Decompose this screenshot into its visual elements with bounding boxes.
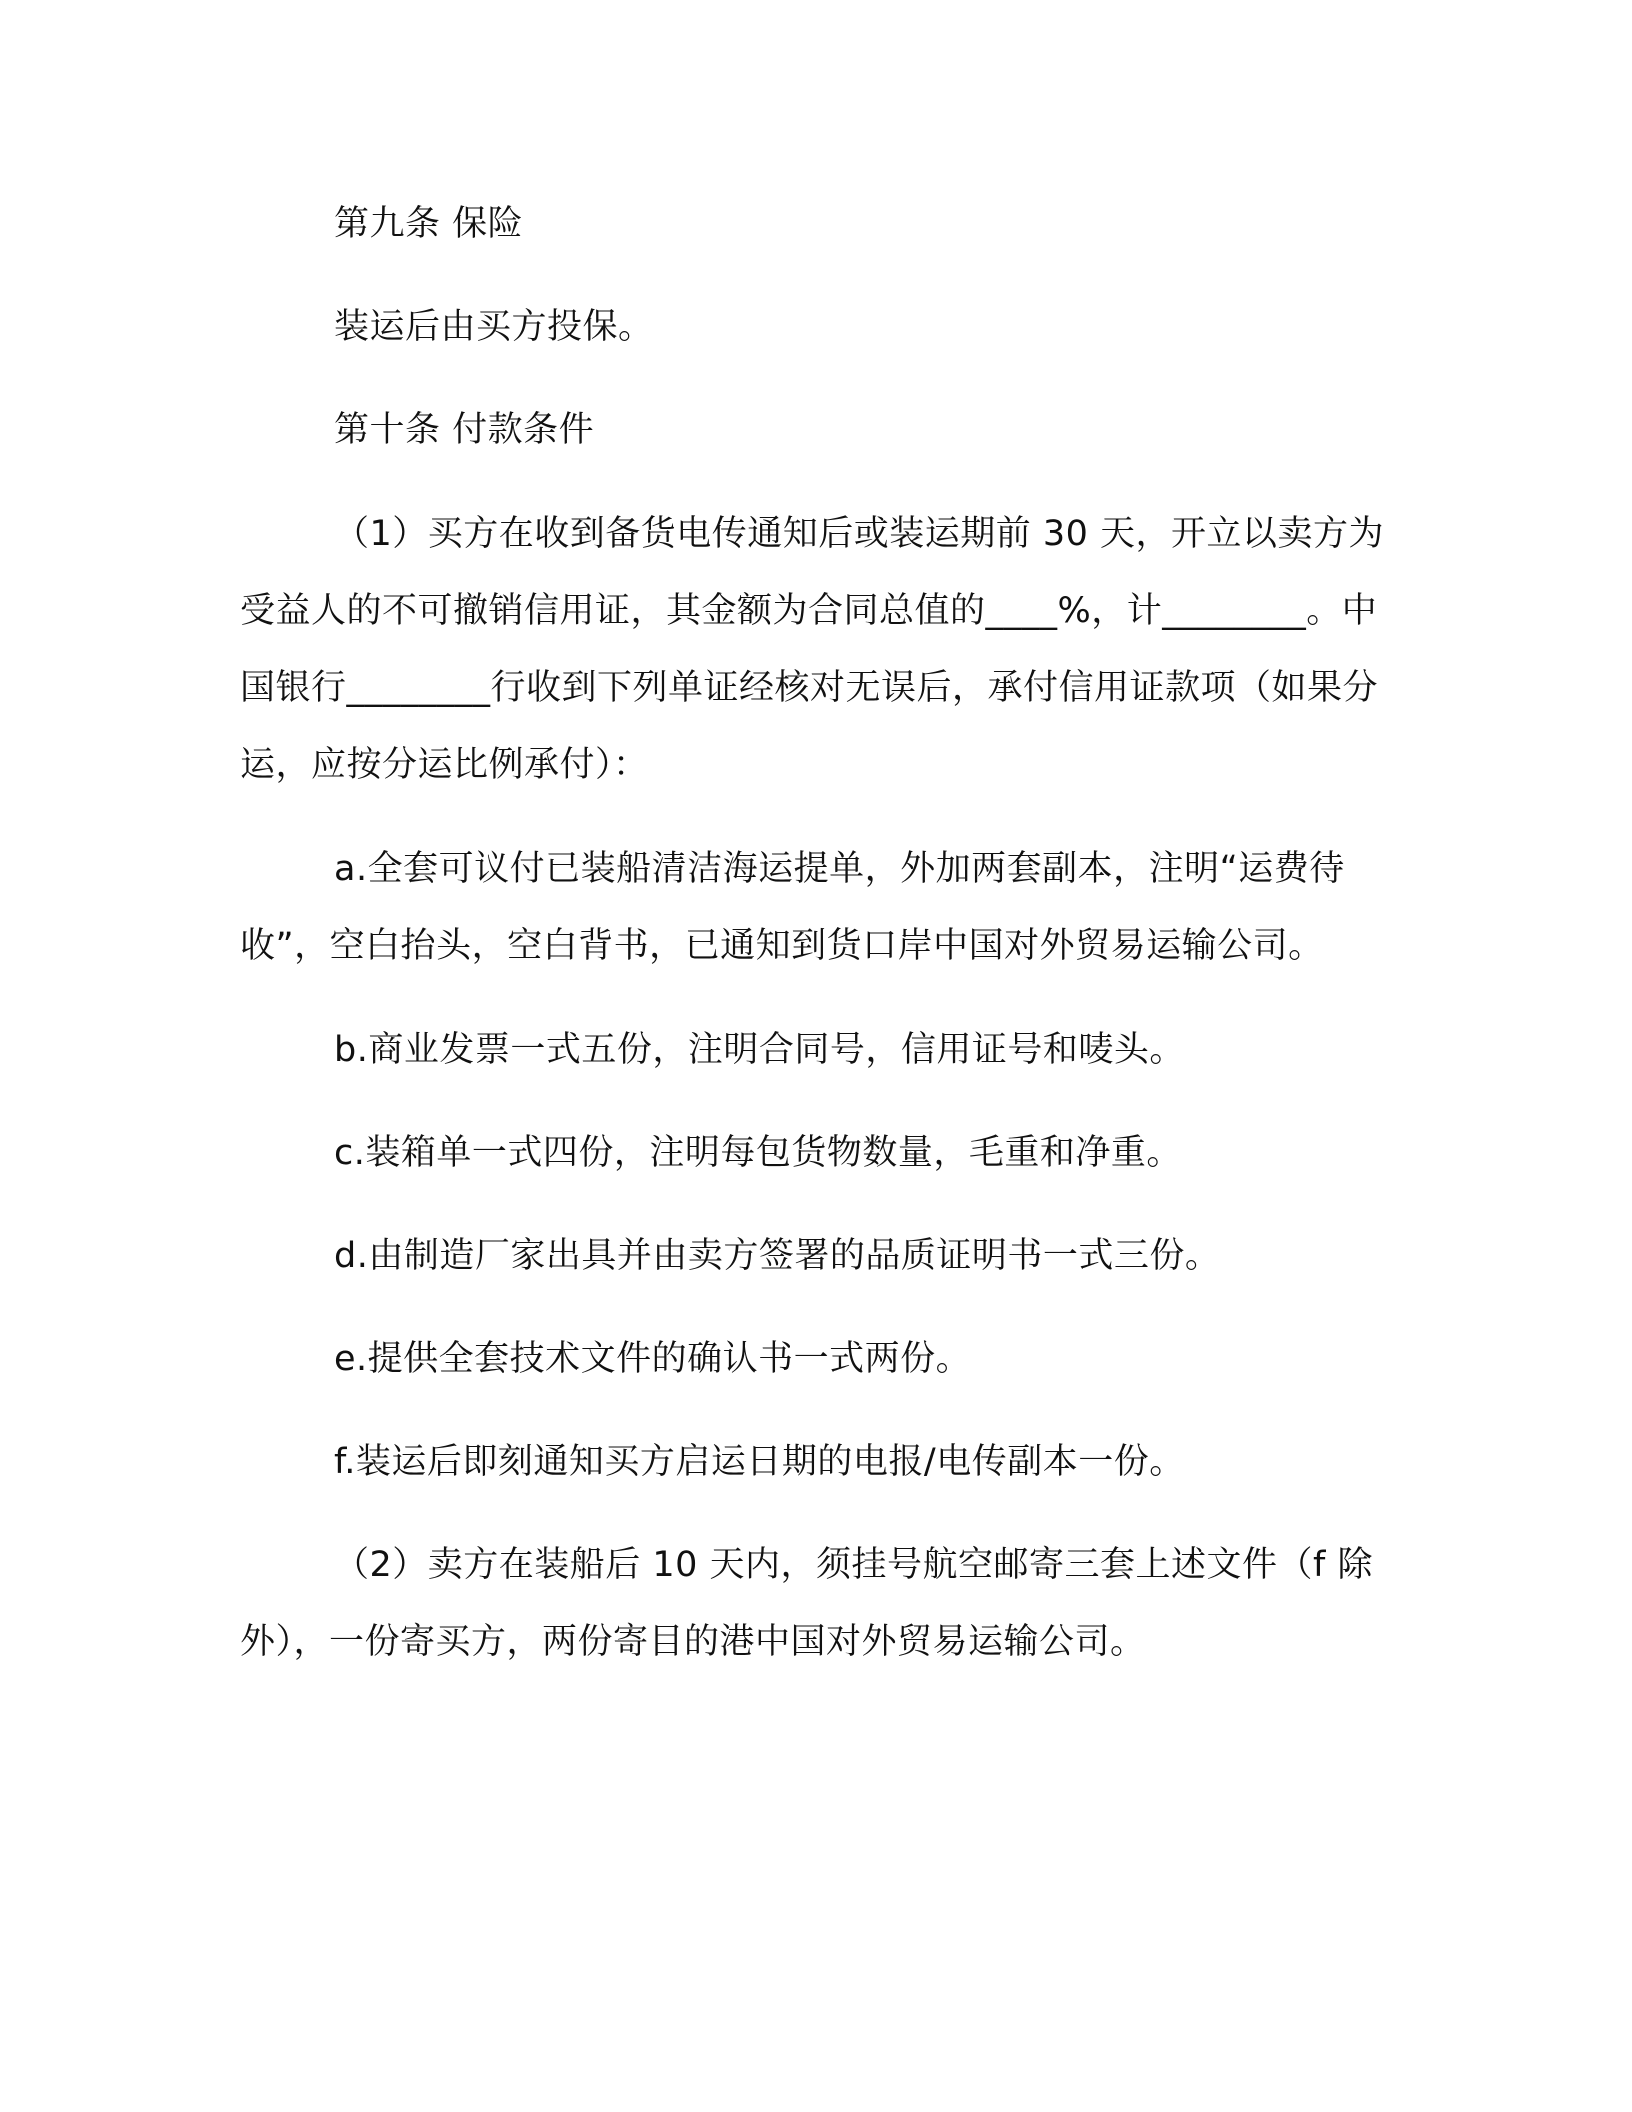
item-b: b.商业发票一式五份，注明合同号，信用证号和唛头。 xyxy=(334,1030,1185,1070)
section-10-heading: 第十条 付款条件 xyxy=(334,410,595,450)
item-a: a.全套可议付已装船清洁海运提单，外加两套副本，注明“运费待收”，空白抬头，空白背书，已通知到货口岸中国对外贸易运输公司。 xyxy=(240,849,1345,966)
item-f: f.装运后即刻通知买方启运日期的电报/电传副本一份。 xyxy=(334,1442,1185,1482)
section-9-body: 装运后由买方投保。 xyxy=(334,307,654,347)
section-9-heading: 第九条 保险 xyxy=(334,204,524,244)
item-c: c.装箱单一式四份，注明每包货物数量，毛重和净重。 xyxy=(334,1133,1182,1173)
document-body xyxy=(240,186,1390,1681)
clause-1: （1）买方在收到备货电传通知后或装运期前 30 天，开立以卖方为受益人的不可撤销信用证，其金额为合同总值的____%，计________。中国银行________行收到下列单证经核对无误后，承付信用证款项（如果分运，应按分运比例承付）： xyxy=(240,514,1385,785)
clause-2: （2）卖方在装船后 10 天内，须挂号航空邮寄三套上述文件（f 除外），一份寄买方，两份寄目的港中国对外贸易运输公司。 xyxy=(240,1545,1374,1662)
item-e: e.提供全套技术文件的确认书一式两份。 xyxy=(334,1339,972,1379)
item-d: d.由制造厂家出具并由卖方签署的品质证明书一式三份。 xyxy=(334,1236,1221,1276)
